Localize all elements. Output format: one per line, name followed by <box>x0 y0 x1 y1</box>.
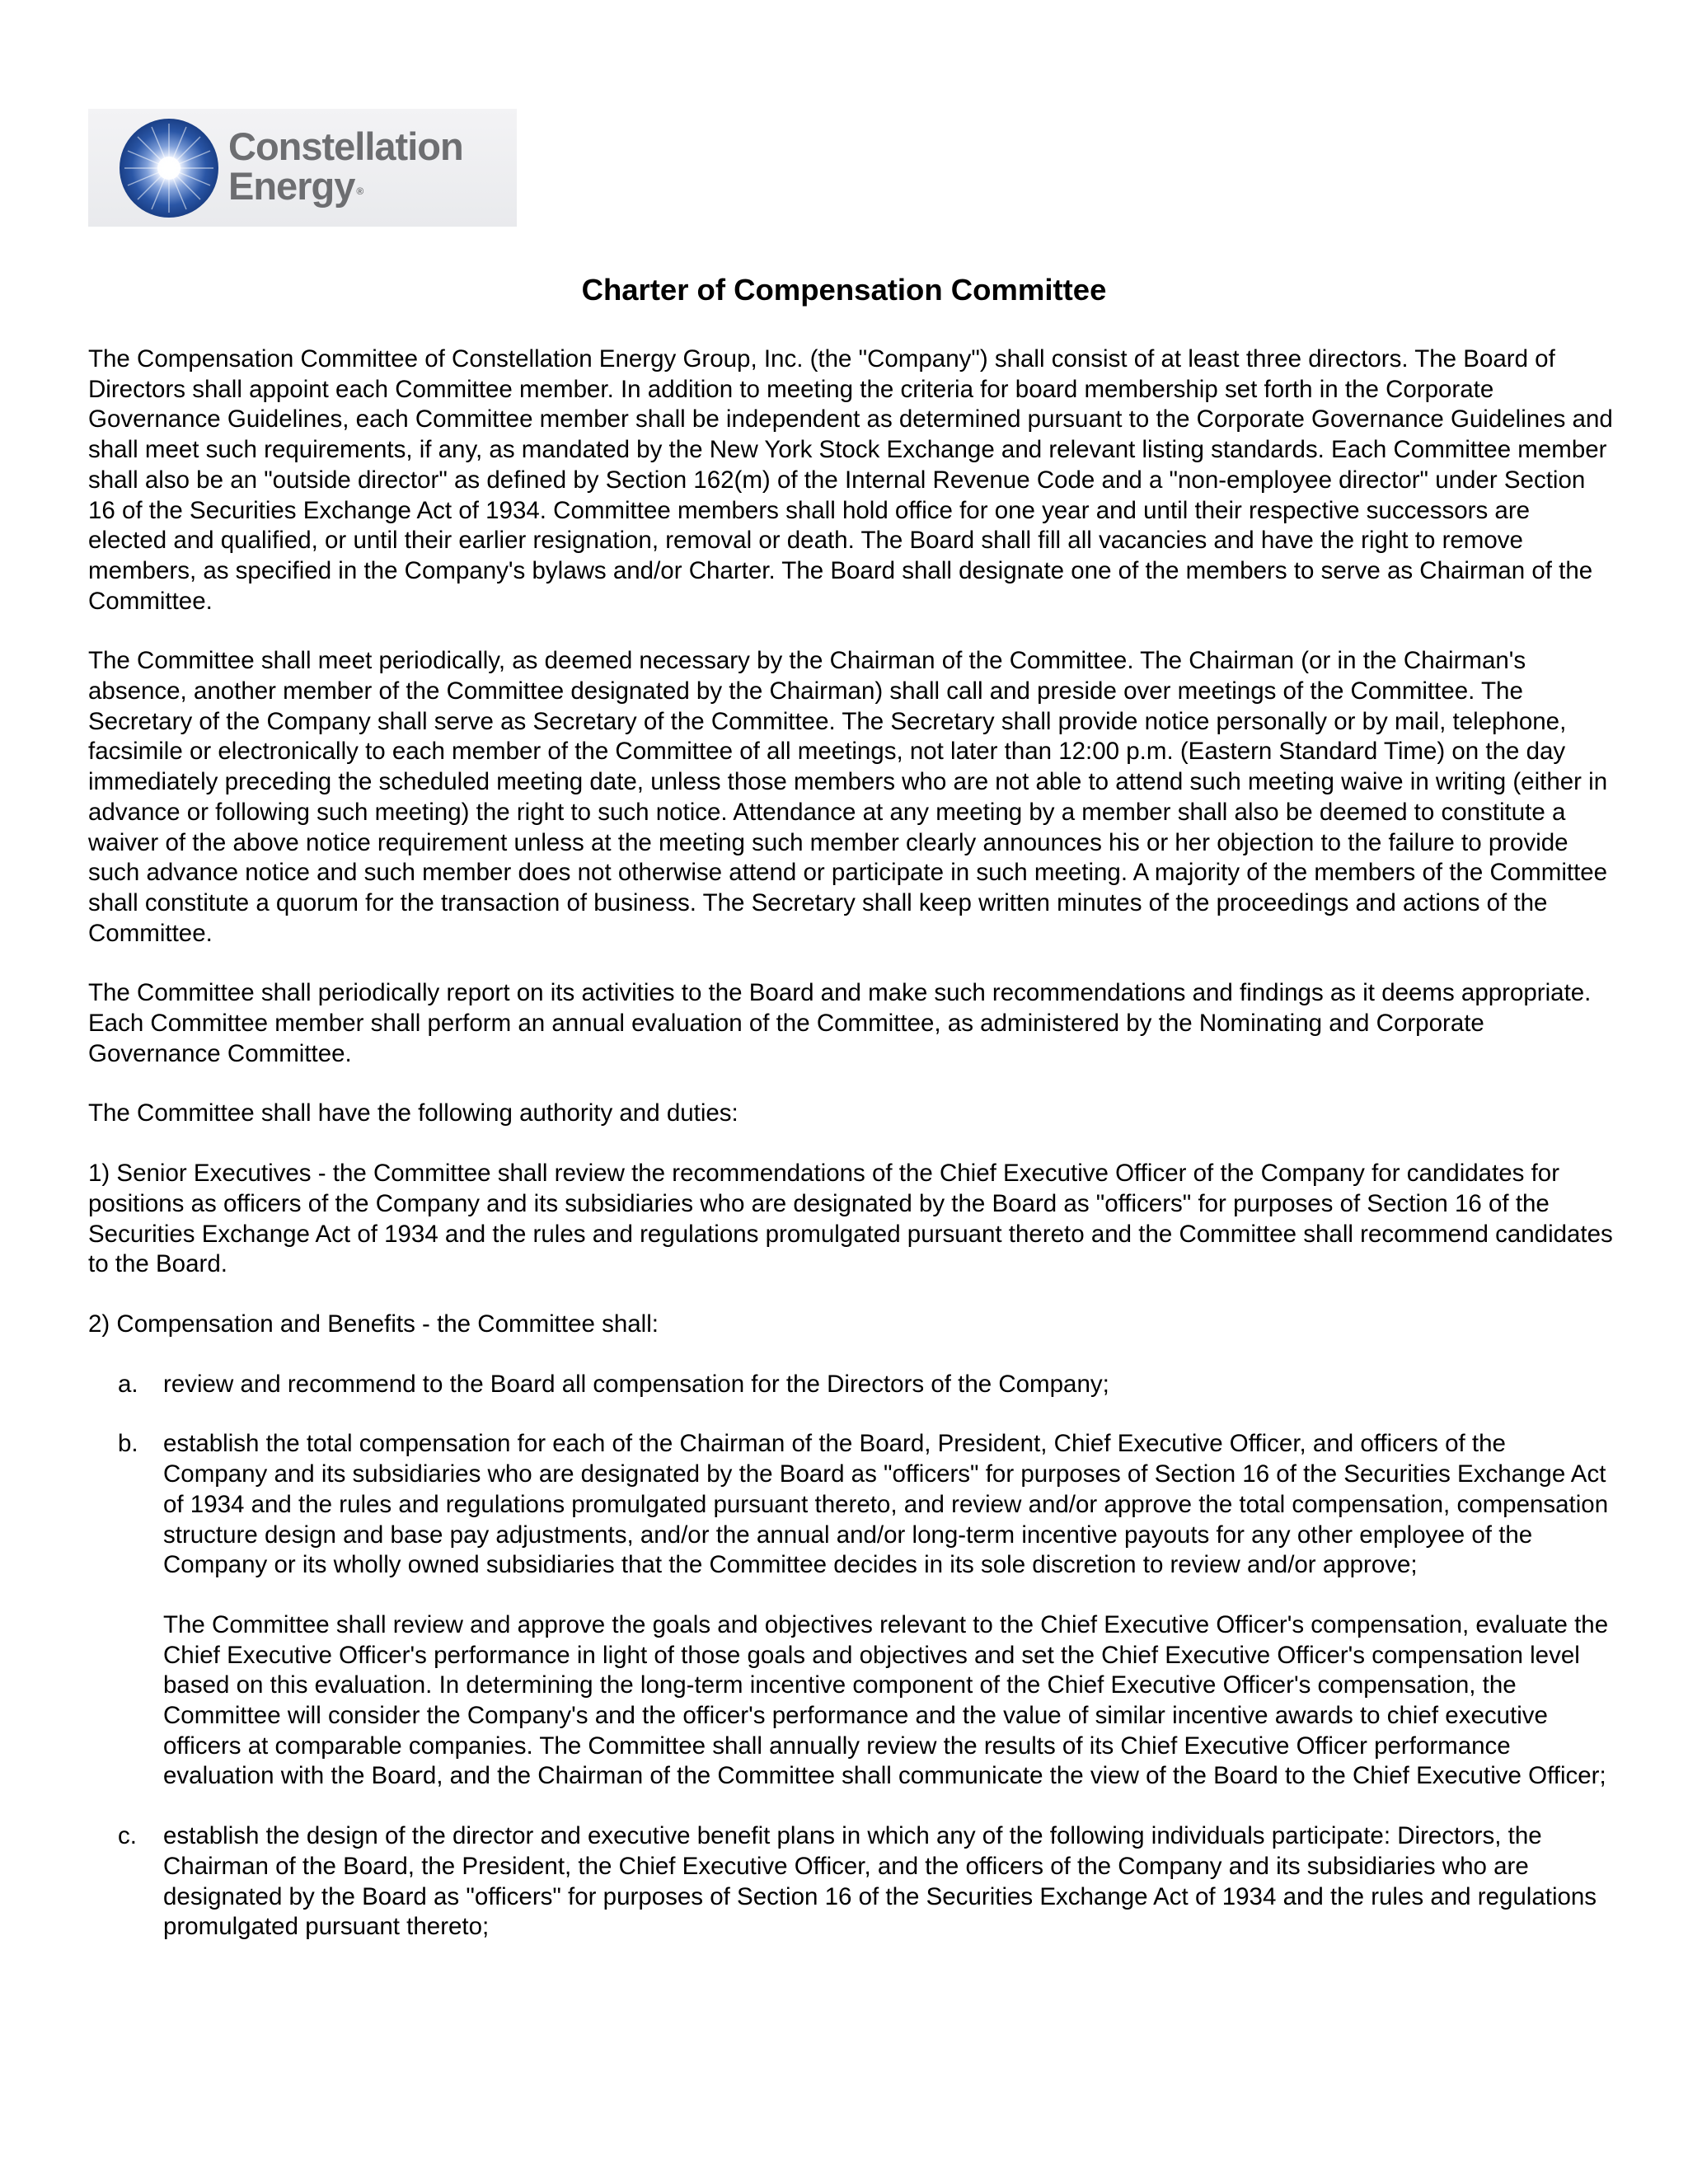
list-item-text: review and recommend to the Board all compensation for the Directors of the Company; <box>163 1370 1109 1398</box>
paragraph-compensation-intro: 2) Compensation and Benefits - the Committee shall: <box>88 1310 659 1338</box>
paragraph-membership: The Compensation Committee of Constellation Energy Group, Inc. (the "Company") shall consist of at least three directors. The Board of Directors shall appoint each Committee member. In addition to meeting the criteria for board membership set forth in the Corporate Governance Guidelines, each Committee member shall be independent as determined pursuant to the Corporate Governance Guidelines and shall meet such requirements, if any, as mandated by the New York Stock Exchange and relevant listing standards. Each Committee member shall also be an "outside director" as defined by Section 162(m) of the Internal Revenue Code and a "non-employee director" under Section 16 of the Securities Exchange Act of 1934. Committee members shall hold office for one year and until their respective successors are elected and qualified, or until their earlier resignation, removal or death. The Board shall fill all vacancies and have the right to remove members, as specified in the Company's bylaws and/or Charter. The Board shall designate one of the members to serve as Chairman of the Committee. <box>88 345 1613 615</box>
paragraph-senior-executives: 1) Senior Executives - the Committee shall review the recommendations of the Chief Executive Officer of the Company for candidates for positions as officers of the Company and its subsidiaries who are designated by the Board as "officers" for purposes of Section 16 of the Securities Exchange Act of 1934 and the rules and regulations promulgated pursuant thereto and the Committee shall recommend candidates to the Board. <box>88 1160 1613 1278</box>
paragraph-reporting: The Committee shall periodically report on its activities to the Board and make such recommendations and findings as it deems appropriate. Each Committee member shall perform an annual evaluation of the Committee, as administered by the Nominating and Corporate Governance Committee. <box>88 979 1592 1067</box>
list-item-text: The Committee shall review and approve the goals and objectives relevant to the Chief Executive Officer's compensation, evaluate the Chief Executive Officer's performance in light of those goals and objectives and set the Chief Executive Officer's compensation level based on this evaluation. In determining the long-term incentive component of the Chief Executive Officer's compensation, the Committee will consider the Company's and the officer's performance and the value of similar incentive awards to chief executive officers at comparable companies. The Committee shall annually review the results of its Chief Executive Officer performance evaluation with the Board, and the Chairman of the Committee shall communicate the view of the Board to the Chief Executive Officer; <box>163 1610 1609 1790</box>
compensation-duties-list <box>88 1370 1613 1943</box>
list-item-text: establish the design of the director and executive benefit plans in which any of the following individuals participate: Directors, the Chairman of the Board, the President, the Chief Executive Officer, and the officers of the Company and its subsidiaries who are designated by the Board as "officers" for purposes of Section 16 of the Securities Exchange Act of 1934 and the rules and regulations promulgated pursuant thereto; <box>163 1822 1597 1941</box>
logo-wordmark <box>228 124 463 208</box>
logo-line-1: Constellation <box>228 124 463 168</box>
list-item <box>88 1429 1613 1792</box>
list-item-text: establish the total compensation for each of the Chairman of the Board, President, Chief Executive Officer, and officers of the Company and its subsidiaries who are designated by the Board as "officers" for purposes of Section 16 of the Securities Exchange Act of 1934 and the rules and regulations promulgated pursuant thereto, and review and/or approve the total compensation, compensation structure design and base pay adjustments, and/or the annual and/or long-term incentive payouts for any other employee of the Company or its wholly owned subsidiaries that the Committee decides in its sole discretion to review and/or approve; <box>163 1430 1609 1579</box>
charter-body <box>88 344 1613 1972</box>
page-title: Charter of Compensation Committee <box>581 273 1107 307</box>
list-item <box>88 1370 1613 1400</box>
starburst-logo-icon <box>118 117 220 219</box>
logo-line-2: Energy <box>228 164 355 208</box>
paragraph-meetings: The Committee shall meet periodically, as deemed necessary by the Chairman of the Committee. The Chairman (or in the Chairman's absence, another member of the Committee designated by the Chairman) shall call and preside over meetings of the Committee. The Secretary of the Company shall serve as Secretary of the Committee. The Secretary shall provide notice personally or by mail, telephone, facsimile or electronically to each member of the Committee of all meetings, not later than 12:00 p.m. (Eastern Standard Time) on the day immediately preceding the scheduled meeting date, unless those members who are not able to attend such meeting waive in writing (either in advance or following such meeting) the right to such notice. Attendance at any meeting by a member shall also be deemed to constitute a waiver of the above notice requirement unless at the meeting such member clearly announces his or her objection to the failure to provide such advance notice and such member does not otherwise attend or participate in such meeting. A majority of the members of the Committee shall constitute a quorum for the transaction of business. The Secretary shall keep written minutes of the proceedings and actions of the Committee. <box>88 647 1608 947</box>
paragraph-authority-intro: The Committee shall have the following authority and duties: <box>88 1099 738 1127</box>
list-item-letter: a. <box>118 1370 138 1398</box>
company-logo <box>88 109 517 227</box>
list-item-letter: b. <box>118 1430 138 1458</box>
registered-mark: ® <box>356 185 363 197</box>
list-item <box>88 1821 1613 1943</box>
list-item-letter: c. <box>118 1822 137 1850</box>
